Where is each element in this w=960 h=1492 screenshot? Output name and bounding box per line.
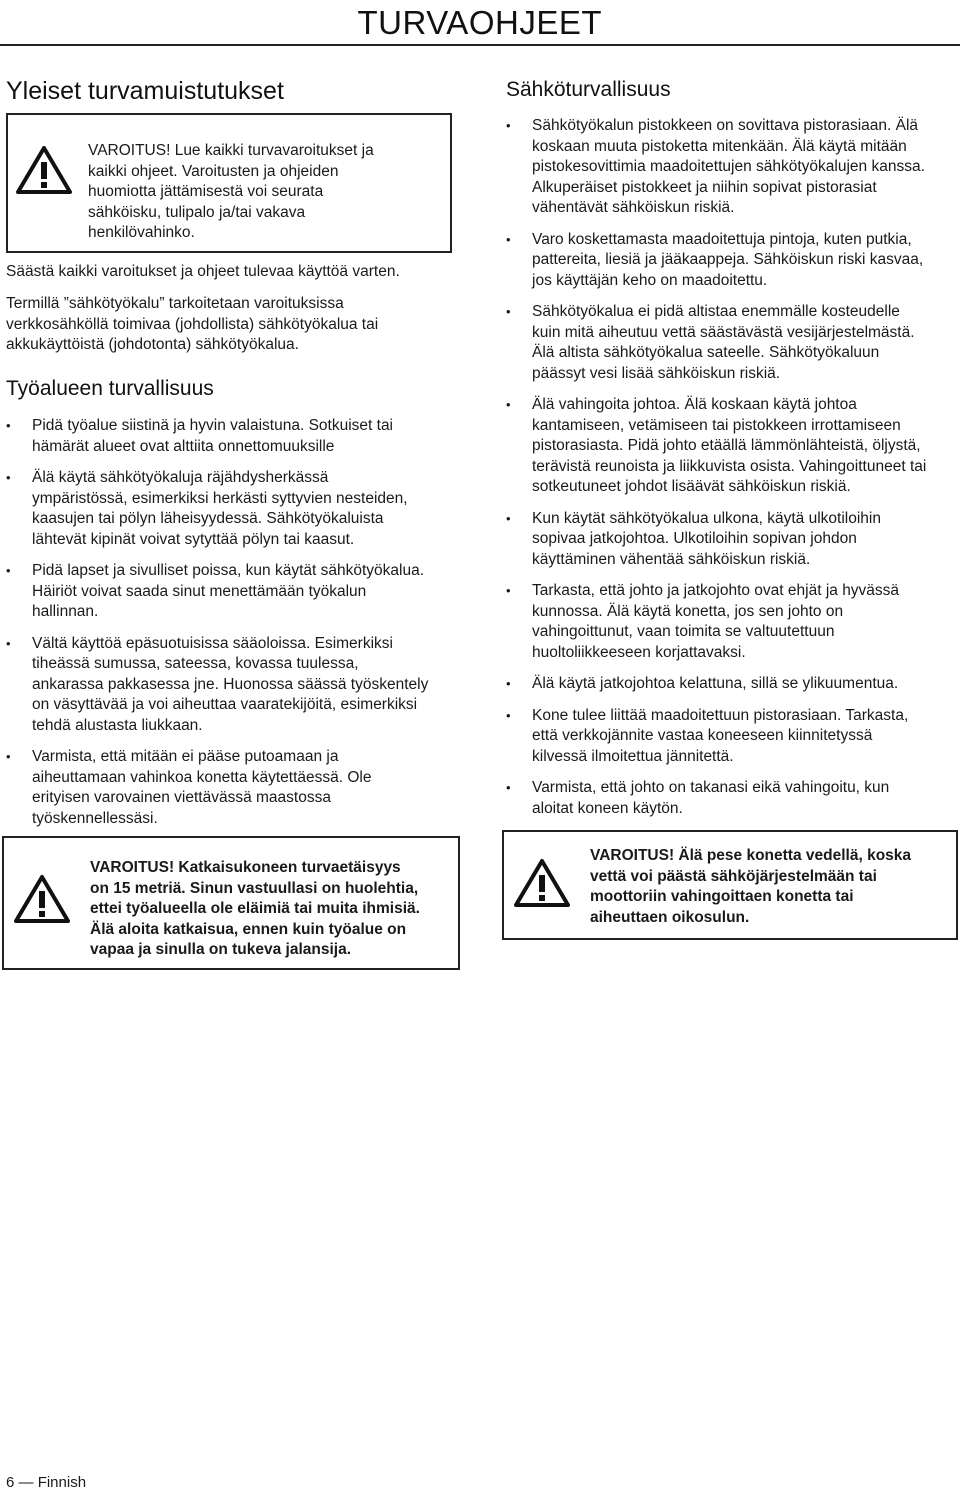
- footer-dash: —: [18, 1474, 34, 1491]
- section-heading-electrical: Sähköturvallisuus: [506, 78, 671, 101]
- warning-box-general: [6, 113, 452, 253]
- list-item: • Pidä työalue siistinä ja hyvin valaistuna. Sotkuiset tai hämärät alueet ovat alttiita onnettomuuksille: [6, 416, 452, 457]
- warning-line: on 15 metriä. Sinun vastuullasi on huolehtia,: [90, 879, 419, 897]
- warning-icon-wrap: [514, 846, 590, 913]
- warning-text-washing: [590, 846, 911, 928]
- warning-line: sähköisku, tulipalo ja/tai vakava: [88, 203, 306, 221]
- list-item: • Sähkötyökalua ei pidä altistaa enemmälle kosteudelle kuin mitä aiheutuu vettä säästävästä vesijärjestelmästä. Älä altista sähkötyökalua sateelle. Sähkötyökaluun päässyt vesi lisää sähköiskun riskiä.: [506, 302, 954, 384]
- warning-box-safety-distance: [2, 836, 460, 970]
- page-number: 6: [6, 1474, 15, 1491]
- electrical-bullet-list: [506, 116, 954, 819]
- paragraph-line: Termillä ”sähkötyökalu” tarkoitetaan varoituksissa: [6, 295, 344, 312]
- warning-triangle-icon: [514, 858, 570, 908]
- work-area-bullet-list: [6, 416, 452, 829]
- warning-line: vapaa ja sinulla on tukeva jalansija.: [90, 941, 352, 958]
- list-item: • Pidä lapset ja sivulliset poissa, kun käytät sähkötyökalua. Häiriöt voivat saada sinut menettämään työkalun hallinnan.: [6, 561, 452, 623]
- list-item: • Vältä käyttöä epäsuotuisissa sääoloissa. Esimerkiksi tiheässä sumussa, sateessa, kovassa tuulessa, ankarassa pakkasessa jne. Huonossa säässä työskentely on väsyttävää ja voi aiheuttaa vaaratekijöitä, esimerkiksi tehdä alustasta liukkaan.: [6, 634, 452, 737]
- warning-line: vettä voi päästä sähköjärjestelmään tai: [590, 867, 877, 885]
- section-heading-general: Yleiset turvamuistutukset: [6, 77, 284, 105]
- paragraph-line: akkukäyttöistä (johdotonta) sähkötyökalua.: [6, 336, 299, 353]
- footer-language: Finnish: [37, 1474, 87, 1491]
- list-item: • Kone tulee liittää maadoitettuun pistorasiaan. Tarkasta, että verkkojännite vastaa koneeseen kiinnitetyssä kilvessä ilmoitettua jännitettä.: [506, 706, 954, 768]
- warning-line: VAROITUS! Lue kaikki turvavaroitukset ja: [88, 142, 374, 159]
- warning-line: VAROITUS! Älä pese konetta vedellä, koska: [590, 847, 912, 864]
- warning-line: kaikki ohjeet. Varoitusten ja ohjeiden: [88, 162, 339, 180]
- paragraph-term-definition: [6, 294, 378, 356]
- warning-text-safety-distance: [90, 856, 420, 961]
- warning-line: henkilövahinko.: [88, 224, 195, 241]
- list-item: • Älä käytä jatkojohtoa kelattuna, sillä se ylikuumentua.: [506, 674, 954, 695]
- paragraph-line: verkkosähköllä toimivaa (johdollista) sähkötyökalua tai: [6, 315, 379, 333]
- warning-line: aiheuttaen oikosulun.: [590, 908, 750, 926]
- list-item: • Älä käytä sähkötyökaluja räjähdysherkässä ympäristössä, esimerkiksi herkästi syttyvien nesteiden, kaasujen tai pölyn läheisyydessä. Sähkötyökaluista lähtevät kipinät voivat sytyttää pölyn tai kaasut.: [6, 468, 452, 550]
- warning-text-general: [88, 129, 374, 244]
- warning-line: ettei työalueella ole eläimiä tai muita ihmisiä.: [90, 900, 420, 917]
- section-heading-work-area: Työalueen turvallisuus: [6, 377, 214, 400]
- list-item: • Kun käytät sähkötyökalua ulkona, käytä ulkotiloihin sopivaa jatkojohtoa. Ulkotiloihin sopivan johdon käyttäminen vähentää sähköiskun riskiä.: [506, 509, 954, 571]
- warning-icon-wrap: [16, 129, 88, 200]
- list-item: • Varmista, että johto on takanasi eikä vahingoitu, kun aloitat koneen käytön.: [506, 778, 954, 819]
- list-item: • Älä vahingoita johtoa. Älä koskaan käytä johtoa kantamiseen, vetämiseen tai pistokkeen irrottamiseen pistorasiasta. Pidä johto etäällä lämmönlähteistä, öljystä, terävistä reunoista ja liikkuvista osista. Vahingoittuneet tai sotkeutuneet johdot lisäävät sähköiskun riskiä.: [506, 395, 954, 498]
- warning-line: moottoriin vahingoittaen konetta tai: [590, 888, 854, 905]
- warning-line: huomiotta jättämisestä voi seurata: [88, 183, 324, 200]
- warning-triangle-icon: [14, 874, 70, 924]
- title-rule: [0, 44, 960, 46]
- list-item: • Varmista, että mitään ei pääse putoamaan ja aiheuttamaan vahinkoa konetta käytettäessä. Ole erityisen varovainen viettävässä maastossa työskennellessäsi.: [6, 747, 452, 829]
- warning-line: Älä aloita katkaisua, ennen kuin työalue on: [90, 920, 407, 938]
- warning-icon-wrap: [14, 856, 90, 929]
- page-title: TURVAOHJEET: [357, 4, 602, 41]
- list-item: • Sähkötyökalun pistokkeen on sovittava pistorasiaan. Älä koskaan muuta pistoketta mitenkään. Älä käytä mitään pistokesovittimia maadoitettujen sähkötyökalujen kanssa. Alkuperäiset pistokkeet ja niihin sopivat pistorasiat vähentävät sähköiskun riskiä.: [506, 116, 954, 219]
- paragraph-save-instructions: Säästä kaikki varoitukset ja ohjeet tulevaa käyttöä varten.: [6, 263, 400, 280]
- warning-triangle-icon: [16, 145, 72, 195]
- list-item: • Varo koskettamasta maadoitettuja pintoja, kuten putkia, pattereita, liesiä ja jääkaappeja. Sähköiskun riski kasvaa, jos käyttäjän keho on maadoitettu.: [506, 230, 954, 292]
- list-item: • Tarkasta, että johto ja jatkojohto ovat ehjät ja hyvässä kunnossa. Älä käytä konetta, jos sen johto on vahingoittunut, vaan toimita se valtuutettuun huoltoliikkeeseen korjattavaksi.: [506, 581, 954, 663]
- warning-box-washing: [502, 830, 958, 940]
- warning-line: VAROITUS! Katkaisukoneen turvaetäisyys: [90, 859, 401, 876]
- page-footer: [6, 1474, 86, 1492]
